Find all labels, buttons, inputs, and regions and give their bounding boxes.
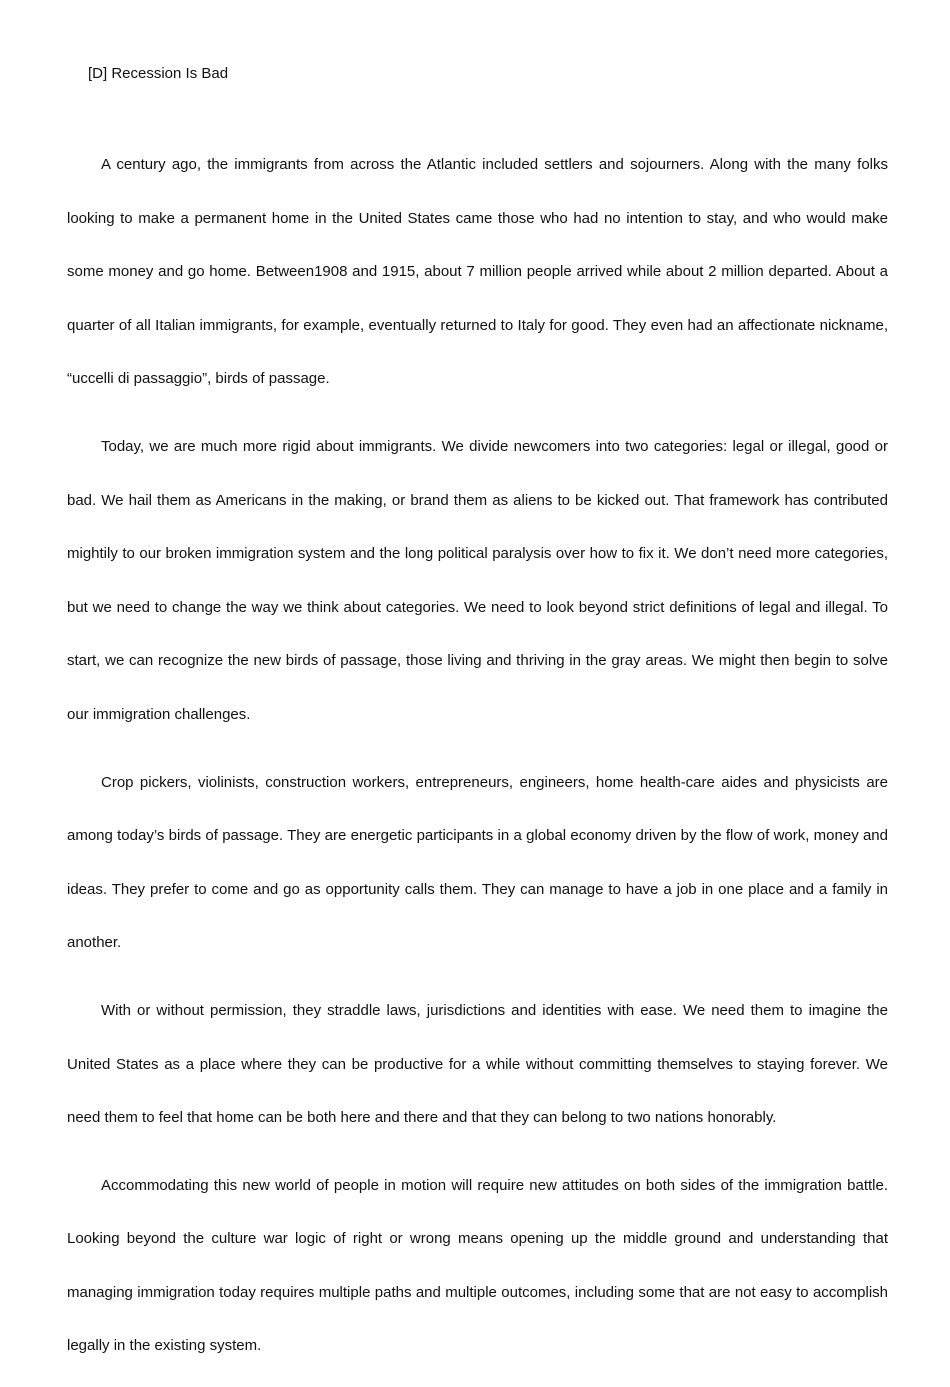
paragraph-1: A century ago, the immigrants from across the Atlantic included settlers and sojourners. Along with the many folks looking to make a permanent home in the United States came those who had no intention to stay, and who would make some money and go home. Between1908 and 1915, about 7 million people arrived while about 2 million departed. About a quarter of all Italian immigrants, for example, eventually returned to Italy for good. They even had an affectionate nickname, “uccelli di passaggio”, birds of passage. [67,156,888,388]
document-title: [D] Recession Is Bad [88,65,229,82]
paragraph-5: Accommodating this new world of people in motion will require new attitudes on both sides of the immigration battle. Looking beyond the culture war logic of right or wrong means opening up the middle ground and understanding that managing immigration today requires multiple paths and multiple outcomes, including some that are not easy to accomplish legally in the existing system. [67,1176,888,1355]
paragraph-4: With or without permission, they straddle laws, jurisdictions and identities with ease. We need them to imagine the United States as a place where they can be productive for a while without committing themselves to staying forever. We need them to feel that home can be both here and there and that they can belong to two nations honorably. [67,1001,888,1127]
paragraph-2: Today, we are much more rigid about immigrants. We divide newcomers into two categories: legal or illegal, good or bad. We hail them as Americans in the making, or brand them as aliens to be kicked out. That framework has contributed mightily to our broken immigration system and the long political paralysis over how to fix it. We don’t need more categories, but we need to change the way we think about categories. We need to look beyond strict definitions of legal and illegal. To start, we can recognize the new birds of passage, those living and thriving in the gray areas. We might then begin to solve our immigration challenges. [67,437,888,723]
paragraph-3: Crop pickers, violinists, construction workers, entrepreneurs, engineers, home health-care aides and physicists are among today’s birds of passage. They are energetic participants in a global economy driven by the flow of work, money and ideas. They prefer to come and go as opportunity calls them. They can manage to have a job in one place and a family in another. [67,773,888,952]
document-body [67,138,888,1387]
